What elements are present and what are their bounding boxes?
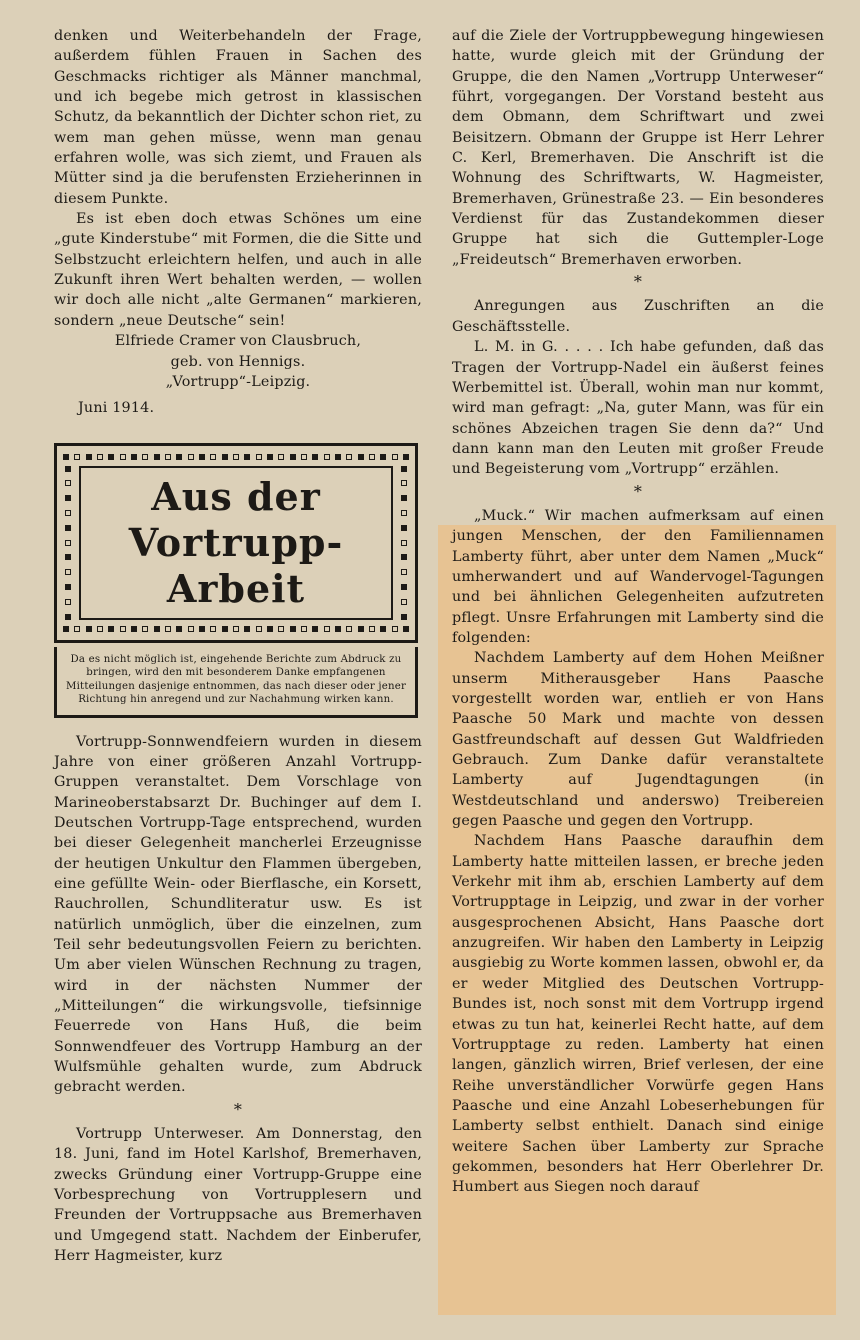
section-separator: * xyxy=(633,272,643,292)
signature-maiden-name: geb. von Hennigs. xyxy=(170,353,306,370)
section-heading-box xyxy=(54,443,418,643)
section-title-line-2: Vortrupp-Arbeit xyxy=(128,519,344,611)
paragraph-sonnwendfeiern: Vortrupp-Sonnwendfeiern wurden in diesem Jahre von einer größeren Anzahl Vortrupp-Gruppen veranstaltet. Dem Vorschlage von Marineoberstabsarzt Dr. Buchinger auf dem I. Deutschen Vortrupp-Tage entsprechend, wurden bei dieser Gelegenheit mancherlei Erzeugnisse der heutigen Unkultur den Flammen übergeben, eine gefüllte Wein- oder Bierflasche, ein Korsett, Rauchrollen, Schundliteratur usw. Es ist natürlich unmöglich, über die einzelnen, zum Teil sehr bedeutungsvollen Feiern zu berichten. Um aber vielen Wünschen Rechnung zu tragen, wird in der nächsten Nummer der „Mitteilungen“ die wirkungsvolle, tiefsinnige Feuerrede von Hans Huß, die beim Sonnwendfeuer des Vortrupp Hamburg an der Wulfsmühle gehalten wurde, zum Abdruck gebracht werden. xyxy=(54,733,422,1096)
ornament-dots-bottom xyxy=(63,624,409,634)
left-column xyxy=(54,26,422,1266)
paragraph-zuschrift: L. M. in G. . . . . Ich habe gefunden, daß das Tragen der Vortrupp-Nadel ein äußerst feines Werbemittel ist. Überall, wohin man nur kommt, wird man gefragt: „Na, guter Mann, was für ein schönes Abzeichen tragen Sie denn da?“ Und dann kann man den Leuten mit großer Freude und Begeisterung vom „Vortrupp“ erzählen. xyxy=(452,339,824,478)
section-separator: * xyxy=(233,1099,243,1119)
ornament-dots-right xyxy=(399,466,409,620)
editorial-note: Da es nicht möglich ist, eingehende Berichte zum Abdruck zu bringen, wird den mit besonderem Danke empfangenen Mitteilungen dasjenige entnommen, das nach dieser oder jener Richtung hin anregend und zur Nachahmung wirken kann. xyxy=(54,647,418,718)
date-line: Juni 1914. xyxy=(78,400,155,417)
signature-name: Elfriede Cramer von Clausbruch, xyxy=(114,333,362,350)
paragraph-lamberty-2: Nachdem Hans Paasche daraufhin dem Lamberty hatte mitteilen lassen, er breche jeden Verkehr mit ihm ab, erschien Lamberty auf dem Vortrupptage in Leipzig, und zwar in der vorher ausgesprochenen Absicht, Hans Paasche dort anzugreifen. Wir haben den Lamberty in Leipzig ausgiebig zu Worte kommen lassen, obwohl er, da er weder Mitglied des Deutschen Vortrupp-Bundes ist, noch sonst mit dem Vortrupp irgend etwas zu tun hat, keinerlei Recht hatte, auf dem Vortrupptage zu reden. Lamberty hat einen langen, gänzlich wirren, Brief verlesen, der eine Reihe unverständlicher Vorwürfe gegen Hans Paasche und eine Anzahl Lobeserhebungen für Lamberty selbst enthielt. Danach sind einige weitere Sachen über Lamberty zur Sprache gekommen, besonders hat Herr Oberlehrer Dr. Humbert aus Siegen noch darauf xyxy=(452,833,824,1196)
ornament-dots-left xyxy=(63,466,73,620)
right-column xyxy=(452,26,824,1198)
section-title-line-1: Aus der xyxy=(151,473,321,519)
paragraph-muck: „Muck.“ Wir machen aufmerksam auf einen jungen Menschen, der den Familiennamen Lamberty führt, aber unter dem Namen „Muck“ umherwandert und auf Wandervogel-Tagungen und bei ähnlichen Gelegenheiten aufzutreten pflegt. Unsre Erfahrungen mit Lamberty sind die folgenden: xyxy=(452,507,824,646)
signature-group: „Vortrupp“-Leipzig. xyxy=(165,373,311,390)
paragraph-left-2: Es ist eben doch etwas Schönes um eine „gute Kinderstube“ mit Formen, die die Sitte und Selbstzucht erleichtern helfen, und auch in alle Zukunft ihren Wert behalten werden, — wollen wir doch alle nicht „alte Germanen“ markieren, sondern „neue Deutsche“ sein! xyxy=(54,211,422,329)
section-separator: * xyxy=(633,481,643,501)
paragraph-unterweser: Vortrupp Unterweser. Am Donnerstag, den 18. Juni, fand im Hotel Karlshof, Bremerhaven, zwecks Gründung einer Vortrupp-Gruppe eine Vorbesprechung von Vortrupplesern und Freunden der Vortruppsache aus Bremerhaven und Umgegend statt. Nachdem der Einberufer, Herr Hagmeister, kurz xyxy=(54,1126,422,1265)
paragraph-right-1: auf die Ziele der Vortruppbewegung hingewiesen hatte, wurde gleich mit der Gründung der Gruppe, die den Namen „Vortrupp Unterweser“ führt, vorgegangen. Der Vorstand besteht aus dem Obmann, dem Schriftwart und zwei Beisitzern. Obmann der Gruppe ist Herr Lehrer C. Kerl, Bremerhaven. Die Anschrift ist die Wohnung des Schriftwarts, W. Hagmeister, Bremerhaven, Grünestraße 23. — Ein besonderes Verdienst für das Zustandekommen dieser Gruppe hat sich die Guttempler-Loge „Freideutsch“ Bremerhaven erworben. xyxy=(452,28,824,268)
ornament-dots-top xyxy=(63,452,409,462)
section-title xyxy=(79,466,393,620)
paragraph-left-1: denken und Weiterbehandeln der Frage, außerdem fühlen Frauen in Sachen des Geschmacks richtiger als Männer manchmal, und ich begebe mich getrost in klassischen Schutz, da bekanntlich der Dichter schon riet, zu wem man gehen müsse, wenn man genau erfahren wolle, was sich ziemt, und Frauen als Mütter sind ja die berufensten Erzieherinnen in diesem Punkte. xyxy=(54,28,422,207)
paragraph-anregungen: Anregungen aus Zuschriften an die Geschäftsstelle. xyxy=(452,298,824,335)
paragraph-lamberty-1: Nachdem Lamberty auf dem Hohen Meißner unserm Mitherausgeber Hans Paasche vorgestellt worden war, entlieh er von Hans Paasche 50 Mark und machte von dessen Gastfreundschaft auf dessen Gut Waldfrieden Gebrauch. Zum Danke dafür veranstaltete Lamberty auf Jugendtagungen (in Westdeutschland und anderswo) Treibereien gegen Paasche und gegen den Vortrupp. xyxy=(452,650,824,830)
